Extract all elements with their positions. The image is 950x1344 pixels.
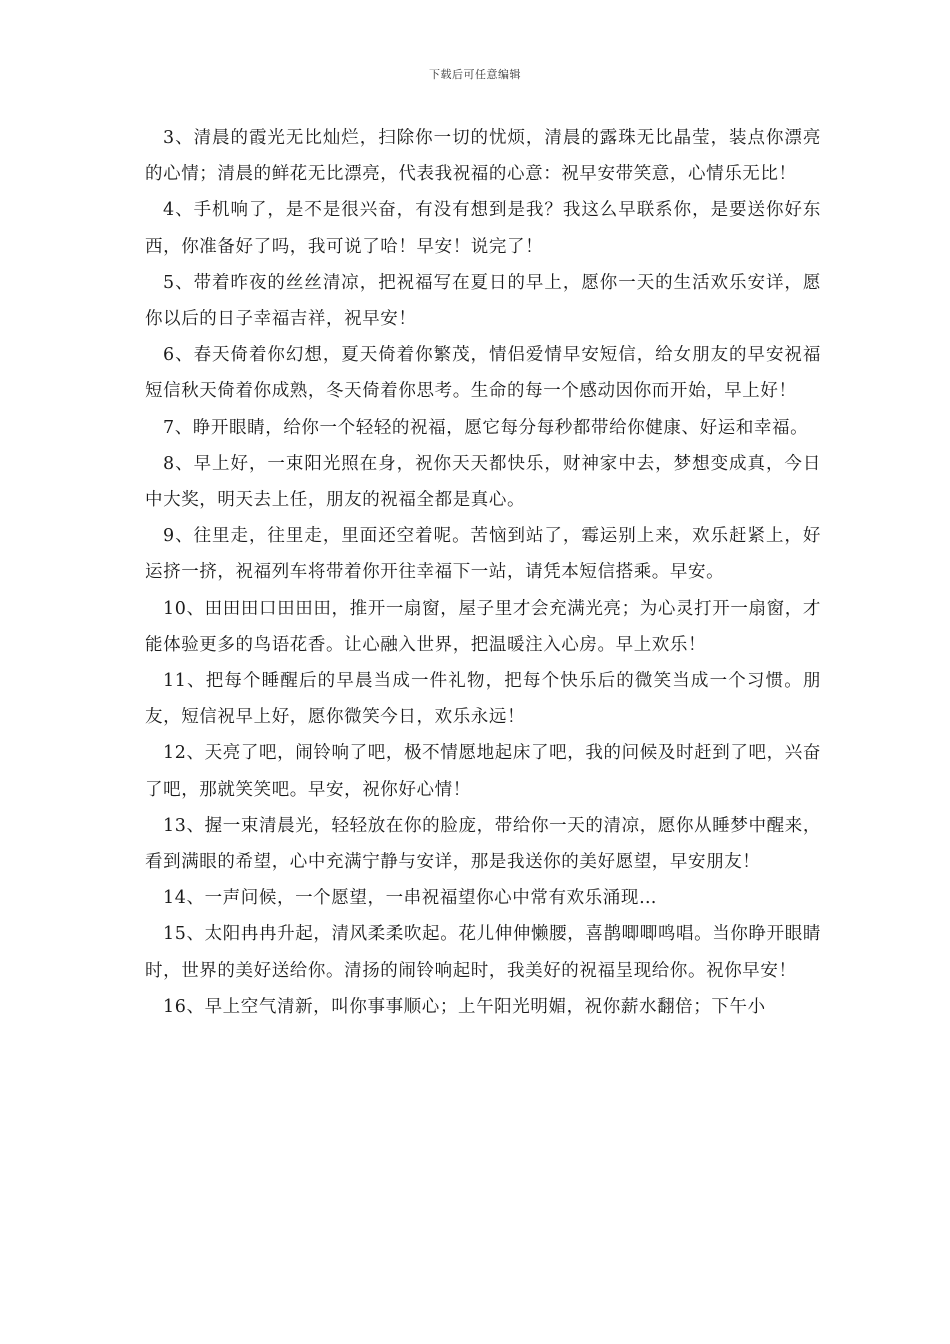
paragraph-9: 9、往里走，往里走，里面还空着呢。苦恼到站了，霉运别上来，欢乐赶紧上，好运挤一挤，祝福列车将带着你开往幸福下一站，请凭本短信搭乘。早安。 — [145, 526, 821, 583]
paragraph-13: 13、握一束清晨光，轻轻放在你的脸庞，带给你一天的清凉，愿你从睡梦中醒来，看到满眼的希望，心中充满宁静与安详，那是我送你的美好愿望，早安朋友！ — [145, 815, 821, 873]
document-body — [145, 120, 821, 1025]
paragraph-11: 11、把每个睡醒后的早晨当成一件礼物，把每个快乐后的微笑当成一个习惯。朋友，短信祝早上好，愿你微笑今日，欢乐永远！ — [145, 671, 821, 728]
page-header: 下载后可任意编辑 — [429, 68, 521, 81]
paragraph-3: 3、清晨的霞光无比灿烂，扫除你一切的忧烦，清晨的露珠无比晶莹，装点你漂亮的心情；清晨的鲜花无比漂亮，代表我祝福的心意：祝早安带笑意，心情乐无比！ — [145, 128, 821, 185]
paragraph-14: 14、一声问候，一个愿望，一串祝福望你心中常有欢乐涌现… — [163, 888, 658, 909]
paragraph-7: 7、睁开眼睛，给你一个轻轻的祝福，愿它每分每秒都带给你健康、好运和幸福。 — [163, 417, 809, 438]
paragraph-16: 16、早上空气清新，叫你事事顺心；上午阳光明媚，祝你薪水翻倍；下午小 — [163, 996, 766, 1017]
paragraph-6: 6、春天倚着你幻想，夏天倚着你繁茂，情侣爱情早安短信，给女朋友的早安祝福短信秋天倚着你成熟，冬天倚着你思考。生命的每一个感动因你而开始，早上好！ — [145, 345, 821, 402]
paragraph-12: 12、天亮了吧，闹铃响了吧，极不情愿地起床了吧，我的问候及时赶到了吧，兴奋了吧，那就笑笑吧。早安，祝你好心情！ — [145, 743, 821, 800]
paragraph-8: 8、早上好，一束阳光照在身，祝你天天都快乐，财神家中去，梦想变成真，今日中大奖，明天去上任，朋友的祝福全都是真心。 — [145, 453, 821, 511]
paragraph-10: 10、田田田口田田田，推开一扇窗，屋子里才会充满光亮；为心灵打开一扇窗，才能体验更多的鸟语花香。让心融入世界，把温暖注入心房。早上欢乐！ — [145, 598, 821, 655]
paragraph-15: 15、太阳冉冉升起，清风柔柔吹起。花儿伸伸懒腰，喜鹊唧唧鸣唱。当你睁开眼睛时，世界的美好送给你。清扬的闹铃响起时，我美好的祝福呈现给你。祝你早安！ — [145, 924, 821, 981]
paragraph-5: 5、带着昨夜的丝丝清凉，把祝福写在夏日的早上，愿你一天的生活欢乐安详，愿你以后的日子幸福吉祥，祝早安！ — [145, 272, 821, 330]
paragraph-4: 4、手机响了，是不是很兴奋，有没有想到是我？我这么早联系你，是要送你好东西，你准备好了吗，我可说了哈！早安！说完了！ — [145, 200, 821, 257]
